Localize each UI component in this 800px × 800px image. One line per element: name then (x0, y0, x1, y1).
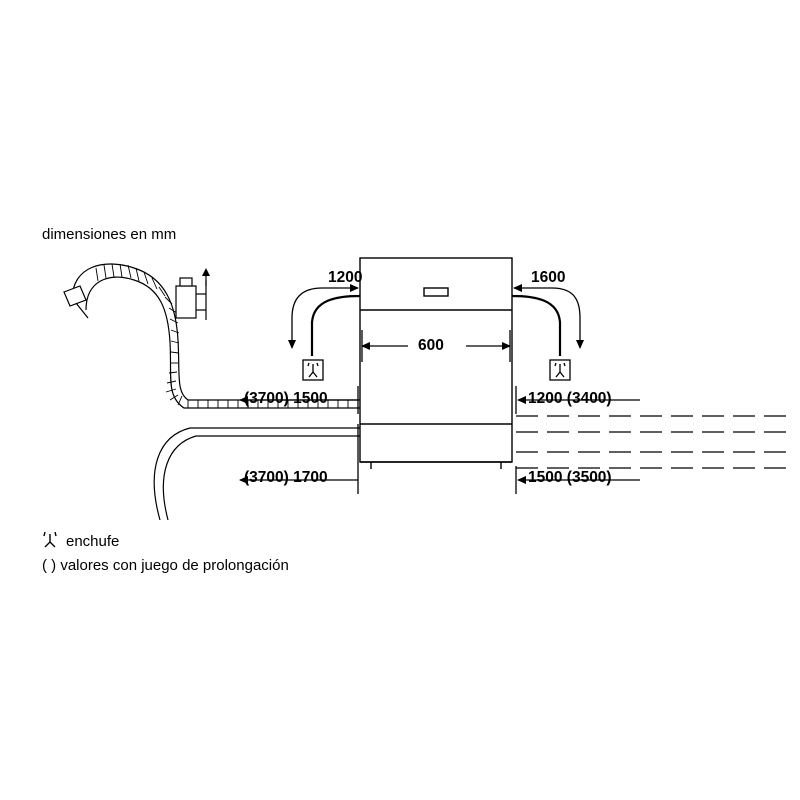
dimension-label-600: 600 (418, 337, 444, 354)
power-cord-right (512, 296, 560, 356)
dimension-label-inlet-hose: (3700) 1500 (244, 390, 328, 407)
caption-dimensions-unit: dimensiones en mm (42, 226, 177, 243)
appliance-outline (360, 258, 512, 469)
dimension-label-1600-right: 1600 (531, 269, 566, 286)
socket-left (303, 360, 323, 380)
aquastop-valve (176, 268, 210, 320)
power-cord-left (312, 296, 360, 356)
legend-item-plug: enchufe (66, 533, 120, 550)
plug-icon (44, 532, 56, 547)
socket-right (550, 360, 570, 380)
dimension-label-1200-left: 1200 (328, 269, 363, 286)
legend-item-extension: ( ) valores con juego de prolongación (42, 557, 289, 574)
dimension-label-drain-hose: (3700) 1700 (244, 469, 328, 486)
drain-connection-lines (516, 416, 790, 468)
dimension-label-power-cord: 1200 (3400) (528, 390, 612, 407)
dimension-label-drain-connection: 1500 (3500) (528, 469, 612, 486)
inlet-hose (64, 264, 363, 408)
